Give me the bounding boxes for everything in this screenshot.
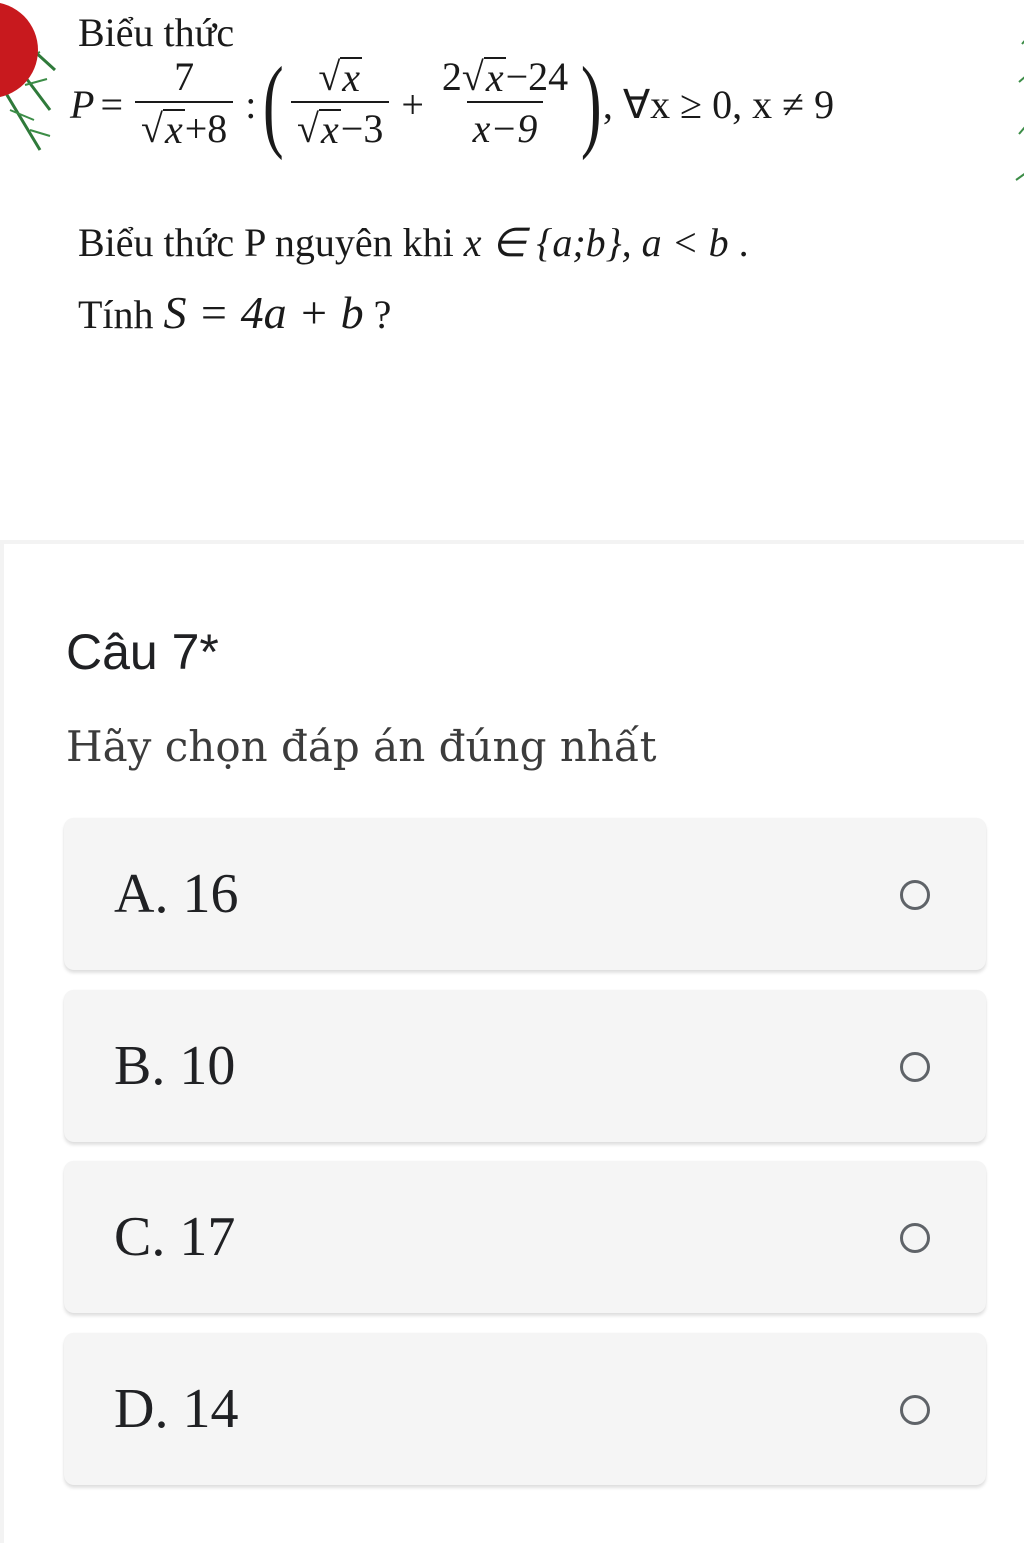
- sqrt-x: √ x: [297, 106, 339, 152]
- formula-lhs: P: [70, 81, 95, 127]
- option-d[interactable]: [64, 1333, 986, 1485]
- expression-formula: [70, 46, 835, 161]
- question-card: [4, 544, 1024, 1543]
- christmas-ornament-decoration: [0, 0, 60, 180]
- sum-expression-math: S = 4a + b: [163, 287, 364, 338]
- formula-equals: =: [100, 81, 123, 127]
- radio-button[interactable]: [900, 1223, 930, 1253]
- fraction-3-numerator: 2 √ x −24: [441, 54, 569, 100]
- fraction-1: [135, 55, 233, 153]
- fraction-3-denominator: x−9: [467, 101, 544, 153]
- option-a[interactable]: [64, 818, 986, 970]
- radio-button[interactable]: [900, 880, 930, 910]
- fraction-2: [291, 55, 389, 153]
- radio-button[interactable]: [900, 1052, 930, 1082]
- question-number: Câu 7*: [66, 624, 219, 680]
- radio-button[interactable]: [900, 1395, 930, 1425]
- fraction-1-denominator: √ x +8: [135, 101, 233, 153]
- option-label: A. 16: [114, 863, 239, 925]
- formula-condition: , ∀x ≥ 0, x ≠ 9: [602, 81, 835, 127]
- option-label: B. 10: [114, 1035, 236, 1097]
- question-intro: Biểu thức: [78, 10, 235, 55]
- question-ask-line: Tính S = 4a + b ?: [78, 287, 392, 338]
- fraction-2-denominator: √ x −3: [291, 101, 389, 153]
- pine-branch-decoration: [1000, 0, 1024, 230]
- option-c[interactable]: [64, 1161, 986, 1313]
- sqrt-x: √ x: [141, 106, 183, 152]
- right-paren: ): [581, 46, 602, 161]
- question-condition-line: Biểu thức P nguyên khi x ∈ {a;b}, a < b .: [78, 220, 749, 265]
- question-instruction: Hãy chọn đáp án đúng nhất: [66, 722, 657, 771]
- option-label: D. 14: [114, 1378, 239, 1440]
- fraction-3: [436, 55, 574, 153]
- left-paren: (: [263, 46, 285, 161]
- formula-colon: :: [245, 81, 257, 127]
- question-image: [0, 0, 1024, 540]
- option-b[interactable]: [64, 990, 986, 1142]
- fraction-2-numerator: [312, 55, 368, 101]
- formula-plus: +: [401, 81, 424, 127]
- sqrt-x: √ x: [318, 54, 361, 100]
- set-condition-math: x ∈ {a;b}, a < b: [463, 220, 729, 265]
- sqrt-x: √ x: [461, 54, 504, 100]
- option-label: C. 17: [114, 1206, 236, 1268]
- fraction-1-numerator: 7: [174, 54, 195, 99]
